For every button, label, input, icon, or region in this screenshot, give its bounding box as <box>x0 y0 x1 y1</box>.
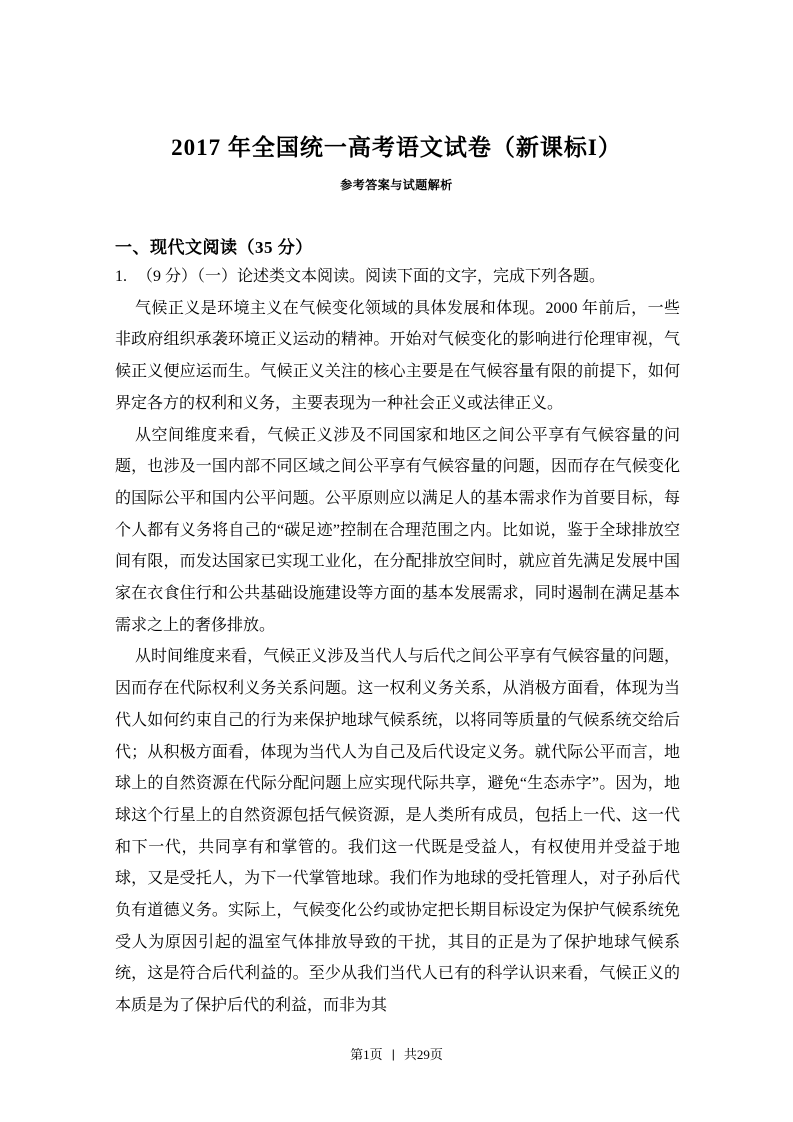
question-number: 1. <box>115 268 127 285</box>
section-heading: 一、现代文阅读（35 分） <box>115 238 313 257</box>
page-footer <box>0 1044 793 1063</box>
document-subtitle: 参考答案与试题解析 <box>340 178 453 192</box>
footer-page-label: 第1页 <box>350 1047 383 1062</box>
question-lead: （9 分）（一）论述类文本阅读。阅读下面的文字，完成下列各题。 <box>137 268 606 285</box>
footer-total-label: 共29页 <box>403 1047 443 1062</box>
body-paragraph: 从空间维度来看，气候正义涉及不同国家和地区之间公平享有气候容量的问题，也涉及一国内部不同区域之间公平享有气候容量的问题，因而存在气候变化的国际公平和国内公平问题。公平原则应以满足人的基本需求作为首要目标，每个人都有义务将自己的“碳足迹”控制在合理范围之内。比如说，鉴于全球排放空间有限，而发达国家已实现工业化，在分配排放空间时，就应首先满足发展中国家在衣食住行和公共基础设施建设等方面的基本发展需求，同时遏制在满足基本需求之上的奢侈排放。 <box>115 426 680 634</box>
question-body <box>115 261 680 1022</box>
body-paragraph: 气候正义是环境主义在气候变化领域的具体发展和体现。2000 年前后，一些非政府组织承袭环境正义运动的精神。开始对气候变化的影响进行伦理审视，气候正义便应运而生。气候正义关注的核心主要是在气候容量有限的前提下，如何界定各方的权利和义务，主要表现为一种社会正义或法律正义。 <box>115 299 680 412</box>
footer-separator: | <box>391 1047 395 1061</box>
document-title: 2017 年全国统一高考语文试卷（新课标I） <box>171 135 622 160</box>
body-paragraph: 从时间维度来看，气候正义涉及当代人与后代之间公平享有气候容量的问题，因而存在代际权利义务关系问题。这一权利义务关系，从消极方面看，体现为当代人如何约束自己的行为来保护地球气候系统，以将同等质量的气候系统交给后代；从积极方面看，体现为当代人为自己及后代设定义务。就代际公平而言，地球上的自然资源在代际分配问题上应实现代际共享，避免“生态赤字”。因为，地球这个行星上的自然资源包括气候资源，是人类所有成员，包括上一代、这一代和下一代，共同享有和掌管的。我们这一代既是受益人，有权使用并受益于地球，又是受托人，为下一代掌管地球。我们作为地球的受托管理人，对子孙后代负有道德义务。实际上，气候变化公约或协定把长期目标设定为保护气候系统免受人为原因引起的温室气体排放导致的干扰，其目的正是为了保护地球气候系统，这是符合后代利益的。至少从我们当代人已有的科学认识来看，气候正义的本质是为了保护后代的利益，而非为其 <box>115 648 680 1015</box>
question-line <box>115 261 680 293</box>
